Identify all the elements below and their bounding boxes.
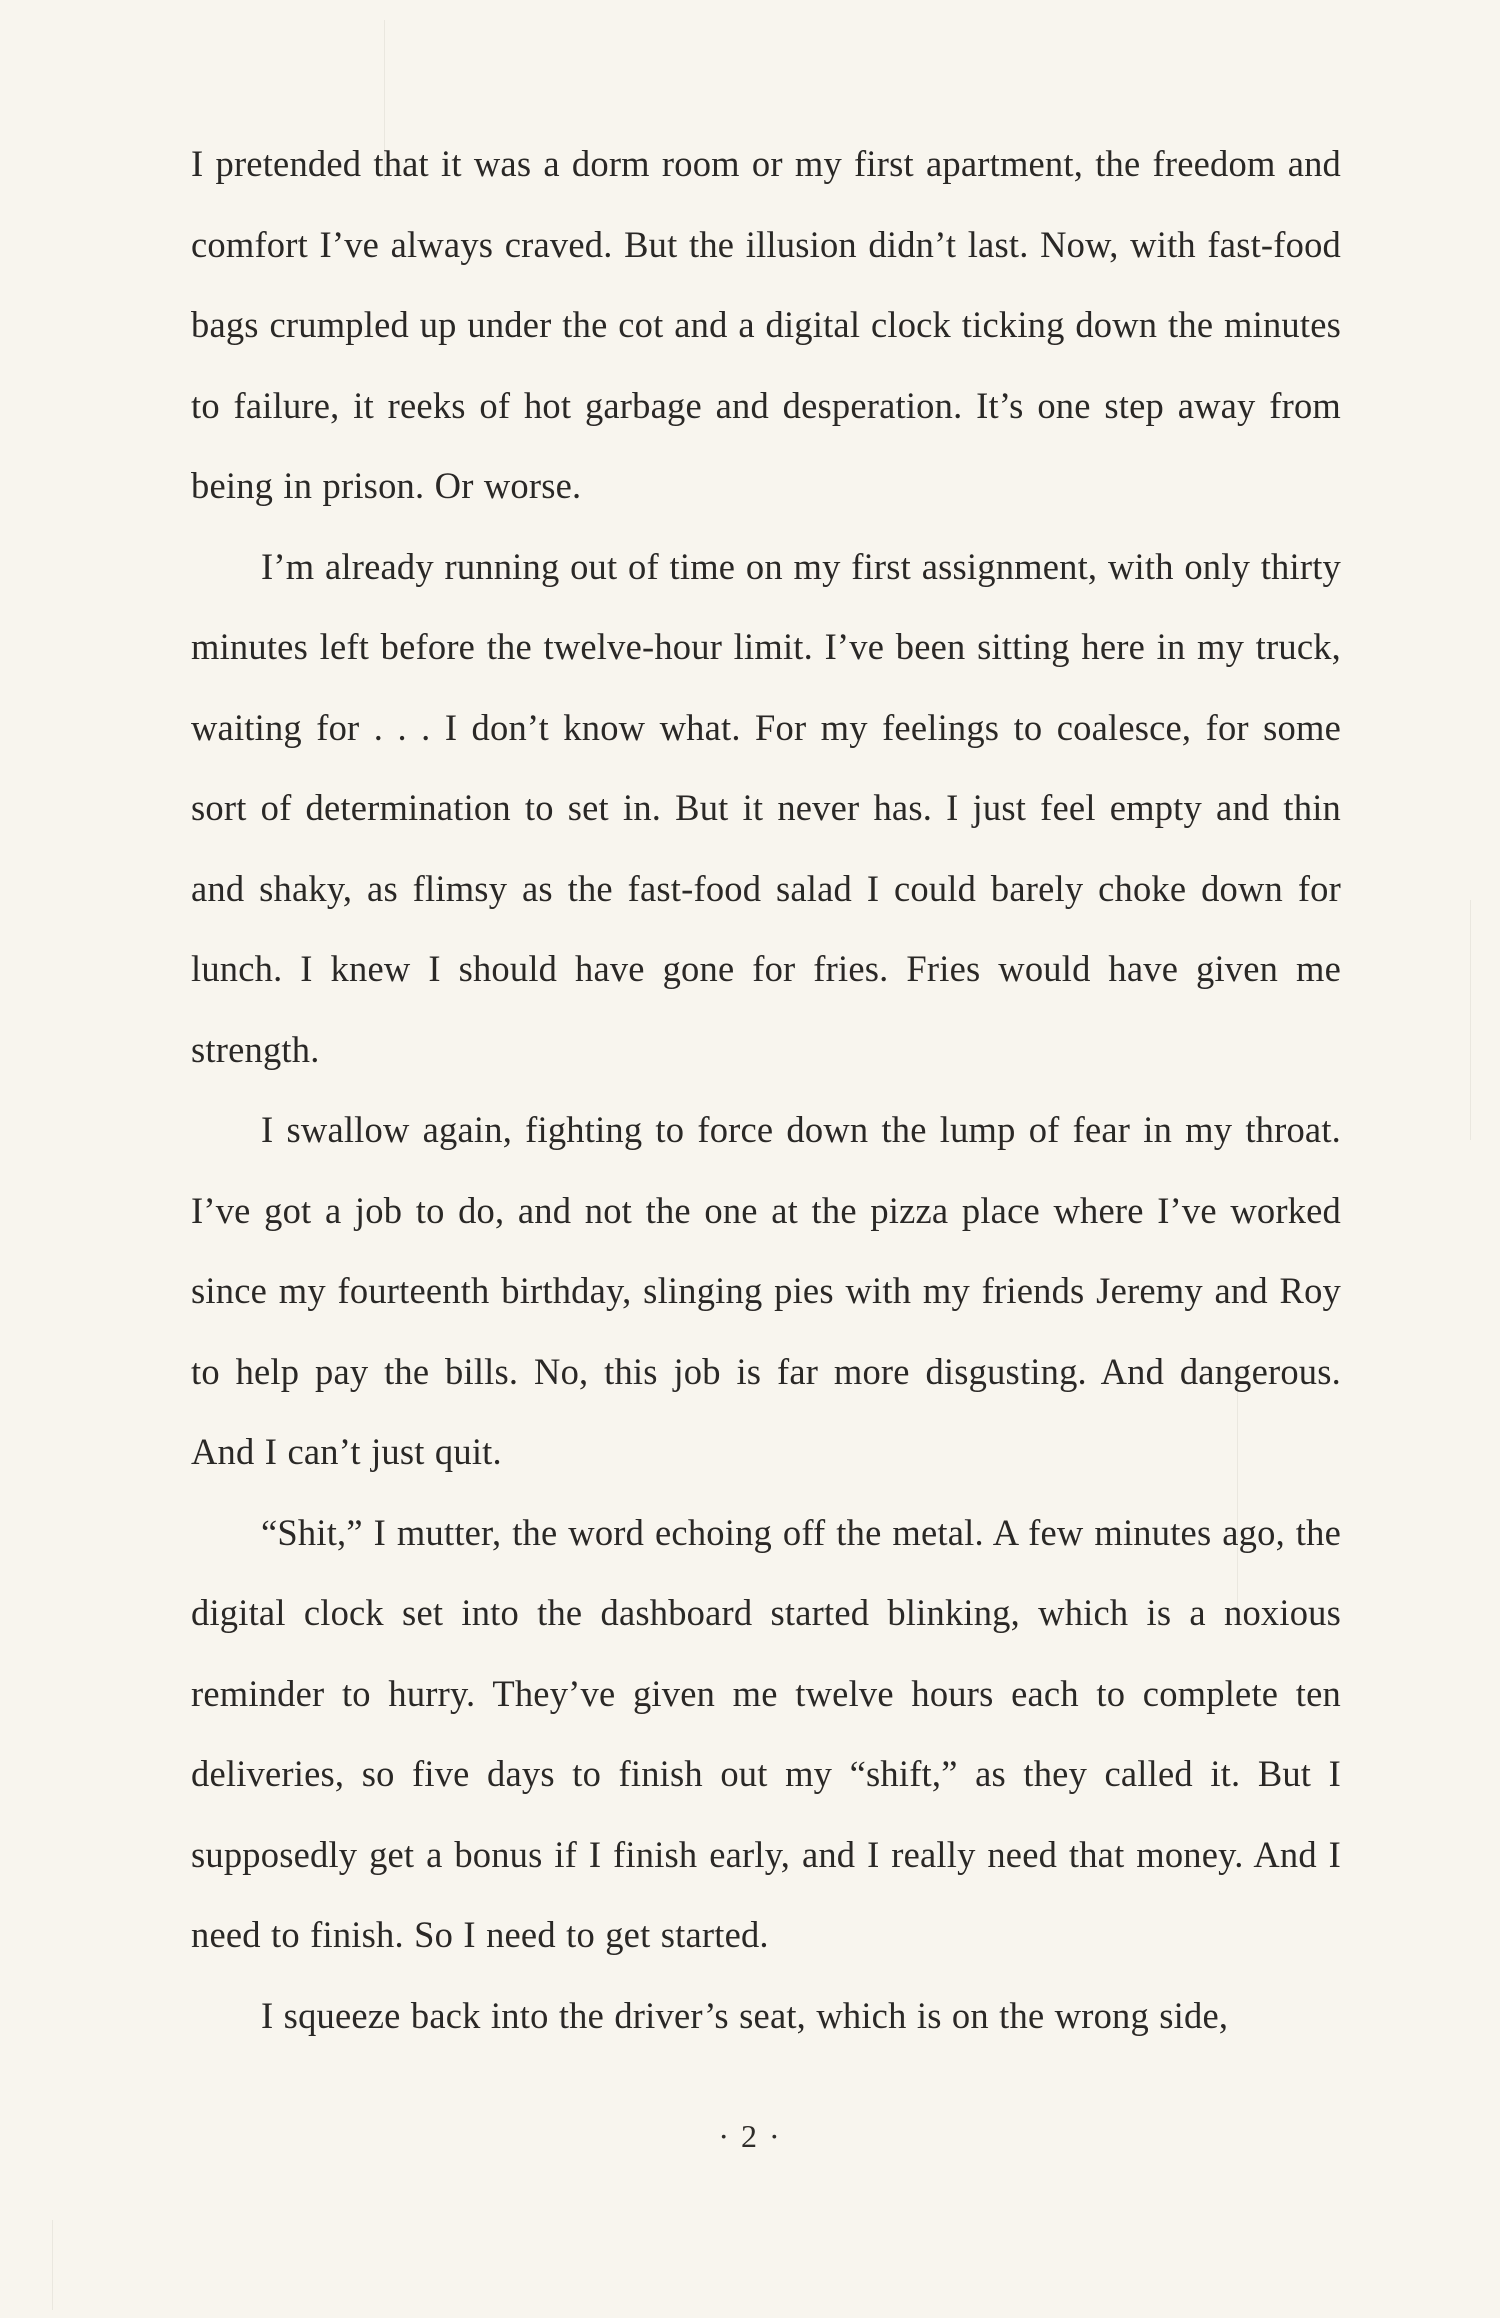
scan-artifact <box>1470 900 1471 1140</box>
paragraph: “Shit,” I mutter, the word echoing off the metal. A few minutes ago, the digital clock set into the dashboard started blinking, which is a noxious reminder to hurry. They’ve given me twelve hours each to complete ten deliveries, so five days to finish out my “shift,” as they called it. But I supposedly get a bonus if I finish early, and I really need that money. And I need to finish. So I need to get started. <box>191 1511 1341 1955</box>
body-text <box>191 124 1341 2056</box>
paragraph: I squeeze back into the driver’s seat, which is on the wrong side, <box>261 1994 1229 2036</box>
paragraph: I pretended that it was a dorm room or my first apartment, the freedom and comfort I’ve always craved. But the illusion didn’t last. Now, with fast-food bags crumpled up under the cot and a digital clock ticking down the minutes to failure, it reeks of hot garbage and desperation. It’s one step away from being in prison. Or worse. <box>191 143 1341 506</box>
page-number: · 2 · <box>718 2118 782 2154</box>
scan-artifact <box>52 2220 53 2310</box>
paragraph: I’m already running out of time on my first assignment, with only thirty minutes left before the twelve-hour limit. I’ve been sitting here in my truck, waiting for . . . I don’t know what. For my feelings to coalesce, for some sort of determination to set in. But it never has. I just feel empty and thin and shaky, as flimsy as the fast-food salad I could barely choke down for lunch. I knew I should have gone for fries. Fries would have given me strength. <box>191 545 1341 1070</box>
paragraph: I swallow again, fighting to force down the lump of fear in my throat. I’ve got a job to do, and not the one at the pizza place where I’ve worked since my fourteenth birthday, slinging pies with my friends Jeremy and Roy to help pay the bills. No, this job is far more disgusting. And dangerous. And I can’t just quit. <box>191 1109 1341 1472</box>
